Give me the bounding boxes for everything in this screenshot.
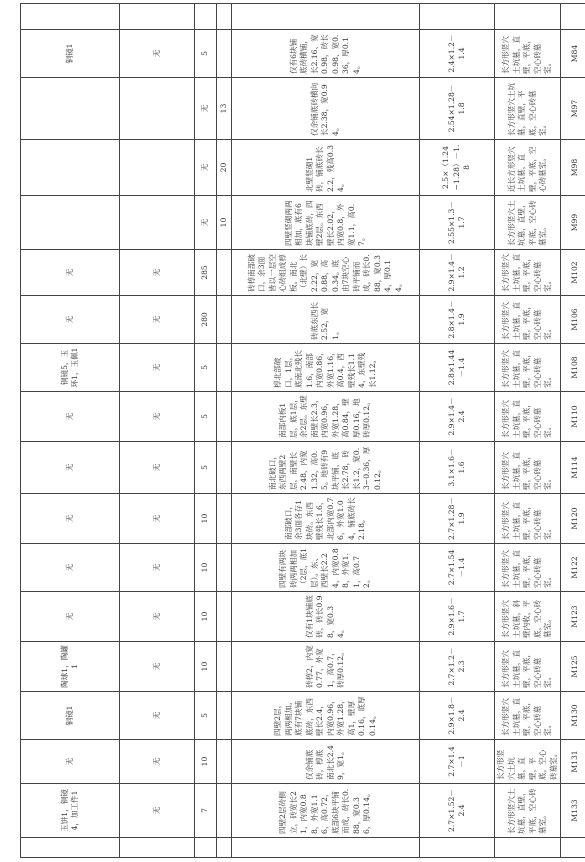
extra-cell: 10 [217,196,232,250]
shape-cell: 长方形竖穴土坑墓，直壁，平底，空心砖墓室。 [495,296,561,344]
tomb-id-cell: M99 [561,196,585,250]
lead-cell [120,838,195,858]
size-cell: 2.55×1.3－1.7 [420,196,495,250]
tomb-id-cell: M98 [561,140,585,196]
size-cell: 2.9×1.4－2.4 [420,392,495,442]
extra-cell [217,544,232,592]
row-other-cell [120,4,195,858]
depth-cell: 5 [195,692,217,740]
shape-cell: 长方形竖穴土坑墓，直壁，平底，空心砖墓室。 [495,196,561,250]
depth-cell: 10 [195,544,217,592]
tomb-desc-cell: 砖底东西长2.52，宽1。 [232,296,420,344]
tail-cell [195,4,217,30]
shape-cell: 长方形竖穴土坑墓，直壁，平底，空心砖墓室。 [495,784,561,838]
tomb-desc-cell: 砖椁南部破口，余3面皆以一层空心砖组成椁板。南北（北壁）长2.22，宽0.88，高0.34。底由7块空心砖平铺而成，砖长0.88，宽0.34，厚0.14。 [232,250,420,296]
extra-cell: 13 [217,78,232,140]
tomb-id-cell: M122 [561,544,585,592]
extra-cell [217,494,232,544]
other-cell: 无 [120,442,195,494]
tomb-id-cell: M102 [561,250,585,296]
shape-cell: 近长方形竖穴土坑墓，直壁，平底，空心砖墓室。 [495,140,561,196]
tomb-desc-cell: 仅有6块铺底砖横铺，长2.16、宽0.98，砖长0.98、宽0.36，厚0.14。 [232,30,420,78]
tomb-id-cell: M120 [561,494,585,544]
tomb-desc-cell: 南北破口，东西两壁2层，南壁长2.48，内宽1.32，高0.5。地砖有9块平铺，底长2.78，砖长1.2，宽0.3~0.36，厚0.12。 [232,442,420,494]
artifacts-cell [21,78,120,140]
artifacts-cell: 无 [21,296,120,344]
other-cell: 无 [120,392,195,442]
extra-cell [217,592,232,642]
tomb-desc-cell: 四壁竖砌两两相加，底有6块铺底砖，四壁2层。东西壁长2.02，内宽0.8，外宽1.1，高0.7。 [232,196,420,250]
extra-cell [217,344,232,392]
shape-cell: 长方形竖穴土坑墓，直壁，平底，空心砖墓室。 [495,344,561,392]
shape-cell: 长方形竖穴土坑墓，直壁，平底，空心砖墓室。 [495,250,561,296]
size-cell: 2.9×1.6－1.7 [420,592,495,642]
size-cell: 3.1×1.6－1.6 [420,442,495,494]
tomb-desc-cell: 砖椁2，内宽0.77，外宽1，高0.7，砖厚0.12。 [232,642,420,692]
extra-cell [217,442,232,494]
extra-cell [217,296,232,344]
tomb-id-cell: M108 [561,344,585,392]
depth-cell: 无 [195,78,217,140]
artifacts-cell: 无 [21,442,120,494]
shape-cell: 长方形竖穴土坑墓，直壁，平底，空心砖墓室。 [495,544,561,592]
tail-cell [120,4,195,30]
size-cell: 2.9×1.8－2.4 [420,692,495,740]
depth-cell: 5 [195,30,217,78]
size-cell: 2.7×1.4－1 [420,740,495,784]
extra-cell [217,30,232,78]
depth-cell: 10 [195,642,217,692]
size-cell: 2.4×1.2－1.4 [420,30,495,78]
tomb-desc-cell: 南部内板1层，底1层，余2层。东壁南壁长2.3，内宽0.96，外宽1.28，高0.84，壁厚0.16，地砖厚0.12。 [232,392,420,442]
depth-cell: 10 [195,740,217,784]
shape-cell: 长方形竖穴土坑墓，直壁，平底，空心砖墓室。 [495,740,561,784]
size-cell: 2.9×1.4－1.2 [420,250,495,296]
row-tomb-id-cell [561,4,585,858]
lead-cell [217,838,232,858]
tomb-id-cell: M106 [561,296,585,344]
shape-cell: 长方形竖穴土坑墓，斜壁内收，平底，空心砖墓室。 [495,592,561,642]
artifacts-cell: 无 [21,740,120,784]
tail-cell [420,4,495,30]
tomb-id-cell: M110 [561,392,585,442]
tomb-id-cell: M97 [561,78,585,140]
size-cell: 2.54×1.28－1.8 [420,78,495,140]
artifacts-cell: 无 [21,392,120,442]
tail-cell [21,4,120,30]
tomb-desc-cell: 仅余铺底砖横向长2.38，宽0.94。 [232,78,420,140]
tomb-id-cell: M123 [561,592,585,642]
other-cell: 无 [120,784,195,838]
tomb-desc-cell: 四壁有两块砖两两相加（2层，底1层）。东、西壁长2.24，内宽0.88，外宽1.1，高0.72。 [232,544,420,592]
shape-cell: 长方形竖穴土坑墓，直壁，平底，空心砖墓室。 [495,442,561,494]
other-cell [120,196,195,250]
other-cell: 无 [120,592,195,642]
extra-cell [217,392,232,442]
tomb-id-cell: M125 [561,642,585,692]
extra-cell: 20 [217,140,232,196]
tail-cell [561,4,585,30]
depth-cell: 10 [195,494,217,544]
row-size-cell [420,4,495,858]
tomb-desc-cell: 椁北部破口，1层，底南北残长1.6，南部内宽0.86，外宽1.16，高0.4，西壁残长1.14，东壁残长1.12。 [232,344,420,392]
shape-cell: 长方形竖穴土坑墓，直壁，平底，空心砖墓室。 [495,30,561,78]
tail-cell [217,4,232,30]
size-cell: 2.7×1.52－2.4 [420,784,495,838]
shape-cell: 长方形竖穴土坑墓，直壁，平底，空心砖墓室。 [495,642,561,692]
depth-cell: 5 [195,344,217,392]
lead-cell [195,838,217,858]
depth-cell: 5 [195,392,217,442]
tomb-desc-cell: 南部破口，余3面各存1块砖。东西壁残长1.6，北部内宽0.76，外宽1.04，铺底砖长2.18。 [232,494,420,544]
extra-cell [217,784,232,838]
artifacts-cell: 无 [21,592,120,642]
artifacts-cell: 铜镜1 [21,30,120,78]
depth-cell: 无 [195,140,217,196]
artifacts-cell [21,140,120,196]
artifacts-cell: 无 [21,544,120,592]
size-cell: 2.8×1.4－1.9 [420,296,495,344]
lead-cell [420,838,495,858]
row-artifacts-cell [21,4,120,858]
other-cell: 无 [120,250,195,296]
depth-cell: 10 [195,592,217,642]
lead-cell [232,838,420,858]
tomb-desc-cell: 仅余铺底砖，椁底南北长2.49，宽1。 [232,740,420,784]
artifacts-cell: 陶球1，陶罐1 [21,642,120,692]
other-cell: 无 [120,296,195,344]
shape-cell: 长方形竖穴土坑墓，直壁，平底，空心砖墓室。 [495,494,561,544]
extra-cell [217,642,232,692]
tomb-desc-cell: 四壁2层，两两相加。底有7块铺底砖，东西壁长2.4，内宽0.96，外宽1.28，高1，壁厚0.16，底厚0.14。 [232,692,420,740]
other-cell: 无 [120,642,195,692]
other-cell [120,140,195,196]
size-cell: 2.7×1.2－2.3 [420,642,495,692]
artifacts-cell: 玉饼1，铜镜4，加工件1 [21,784,120,838]
depth-cell: 280 [195,296,217,344]
other-cell: 无 [120,692,195,740]
artifacts-cell [21,196,120,250]
extra-cell [217,250,232,296]
other-cell: 无 [120,740,195,784]
row-depth-cell [195,4,217,858]
tail-cell [232,4,420,30]
tomb-id-cell: M130 [561,692,585,740]
size-cell: 2.5×（1.24~1.28）－1.8 [420,140,495,196]
shape-cell: 长方形竖穴土坑墓，直壁，平底，空心砖墓室。 [495,78,561,140]
tomb-desc-cell: 北壁竖砌1砖，铺底砖长2.2，残高0.34。 [232,140,420,196]
row-extra-cell [217,4,232,858]
artifacts-cell: 无 [21,494,120,544]
other-cell: 无 [120,30,195,78]
artifacts-cell: 铜镜5，玉环1，玉佩1 [21,344,120,392]
depth-cell: 无 [195,196,217,250]
depth-cell: 5 [195,442,217,494]
tomb-id-cell: M84 [561,30,585,78]
size-cell: 2.7×1.54－1.4 [420,544,495,592]
row-tomb-desc-cell [232,4,420,858]
size-cell: 2.7×1.28－1.9 [420,494,495,544]
extra-cell [217,692,232,740]
shape-cell: 长方形竖穴土坑墓，直壁，平底，空心砖墓室。 [495,392,561,442]
row-shape-cell [495,4,561,858]
tail-cell [495,4,561,30]
tomb-id-cell: M131 [561,740,585,784]
depth-cell: 7 [195,784,217,838]
size-cell: 2.8×1.44－1.4 [420,344,495,392]
lead-cell [495,838,561,858]
tomb-desc-cell: 仅有1块铺底砖，砖长0.98，宽0.34。 [232,592,420,642]
tomb-id-cell: M114 [561,442,585,494]
artifacts-cell: 铜镜1 [21,692,120,740]
other-cell: 无 [120,544,195,592]
tomb-table [20,3,585,858]
other-cell [120,78,195,140]
artifacts-cell: 无 [21,250,120,296]
tomb-id-cell: M133 [561,784,585,838]
extra-cell [217,740,232,784]
other-cell: 无 [120,344,195,392]
depth-cell: 285 [195,250,217,296]
other-cell: 无 [120,494,195,544]
lead-cell [21,838,120,858]
tomb-desc-cell: 四壁2层砖侧立，砖宽长21，内宽0.88，外宽1.16，高0.72，底部6块平铺而成，砖长0.88，宽0.36，厚0.14。 [232,784,420,838]
shape-cell: 长方形竖穴土坑墓，直壁，平底，空心砖墓室。 [495,692,561,740]
lead-cell [561,838,585,858]
